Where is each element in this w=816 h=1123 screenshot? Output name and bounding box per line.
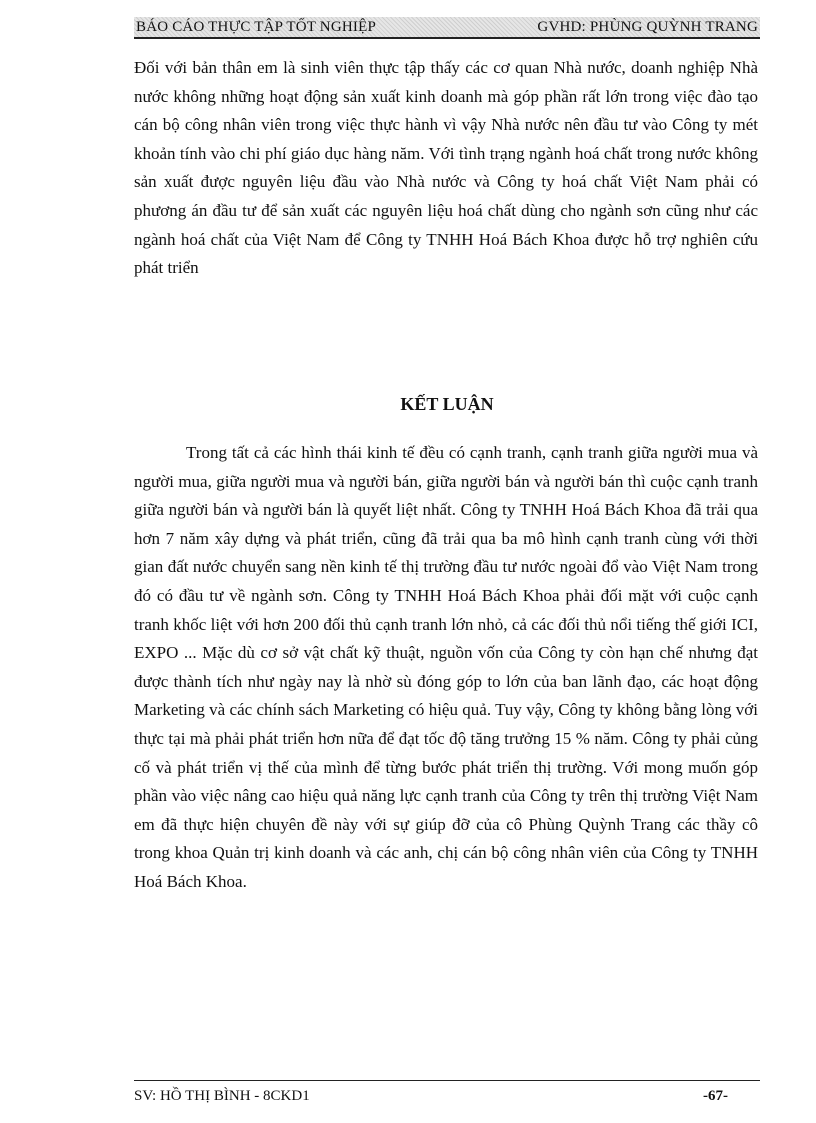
paragraph-text: Trong tất cả các hình thái kinh tế đều có cạnh tranh, cạnh tranh giữa người mua và người mua, giữa người mua và người bán, giữa người bán và người bán thì cuộc cạnh tranh giữa người bán và người bán là quyết liệt nhất. Công ty TNHH Hoá Bách Khoa đã trải qua hơn 7 năm xây dựng và phát triển, cũng đã trải qua ba mô hình cạnh tranh cùng với thời gian đất nước chuyển sang nền kinh tế thị trường đầu tư nước ngoài đổ vào Việt Nam trong đó có đầu tư về ngành sơn. Công ty TNHH Hoá Bách Khoa phải đối mặt với cuộc cạnh tranh khốc liệt với hơn 200 đối thủ cạnh tranh lớn nhỏ, cả các đối thủ nổi tiếng thế giới ICI, EXPO ... Mặc dù cơ sở vật chất kỹ thuật, nguồn vốn của Công ty còn hạn chế nhưng đạt được thành tích như ngày nay là nhờ sù đóng góp to lớn của ban lãnh đạo, các hoạt động Marketing và các chính sách Marketing có hiệu quả. Tuy vậy, Công ty không bằng lòng với thực tại mà phải phát triển hơn nữa để đạt tốc độ tăng trưởng 15 % năm. Công ty phải củng cố và phát triển vị thế của mình để từng bước phát triển thị trường. Với mong muốn góp phần vào việc nâng cao hiệu quả năng lực cạnh tranh của Công ty trên thị trường Việt Nam em đã thực hiện chuyên đề này với sự giúp đỡ của cô Phùng Quỳnh Trang các thầy cô trong khoa Quản trị kinh doanh và các anh, chị cán bộ công nhân viên của Công ty TNHH Hoá Bách Khoa. [134, 443, 758, 891]
page-number: -67- [703, 1088, 728, 1104]
page-footer [134, 1086, 760, 1106]
body-paragraph-1 [134, 54, 758, 283]
footer-student: SV: HỒ THỊ BÌNH - 8CKD1 [134, 1088, 310, 1104]
footer-divider [134, 1080, 760, 1081]
header-supervisor: GVHD: PHÙNG QUỲNH TRANG [537, 19, 758, 35]
header-report-title: BÁO CÁO THỰC TẬP TỐT NGHIỆP [136, 19, 376, 35]
section-heading-conclusion: KẾT LUẬN [400, 394, 494, 414]
page-header [134, 17, 760, 39]
body-paragraph-2 [134, 439, 758, 897]
paragraph-text: Đối với bản thân em là sinh viên thực tập thấy các cơ quan Nhà nước, doanh nghiệp Nhà nước không những hoạt động sản xuất kinh doanh mà góp phần rất lớn trong việc đào tạo cán bộ công nhân viên trong việc thực hành vì vậy Nhà nước nên đầu tư vào Công ty mét khoản tính vào chi phí giáo dục hàng năm. Với tình trạng ngành hoá chất trong nước không sản xuất được nguyên liệu đầu vào Nhà nước và Công ty hoá chất Việt Nam phải có phương án đầu tư để sản xuất các nguyên liệu hoá chất dùng cho ngành sơn cũng như các ngành hoá chất của Việt Nam để Công ty TNHH Hoá Bách Khoa được hỗ trợ nghiên cứu phát triển [134, 58, 758, 278]
